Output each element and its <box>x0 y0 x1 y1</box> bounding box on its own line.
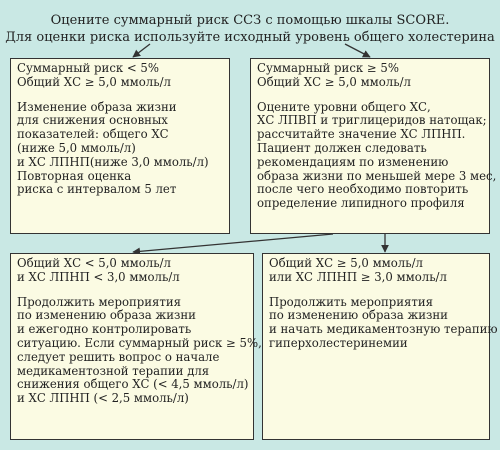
box-text-line: для снижения основных <box>17 113 168 128</box>
box-target-reached <box>10 253 262 440</box>
box-header-line: и ХС ЛПНП < 3,0 ммоль/л <box>17 269 180 284</box>
box-header-line: Суммарный риск ≥ 5% <box>257 61 399 75</box>
box-text-line: определение липидного профиля <box>257 196 465 211</box>
box-text-line: после чего необходимо повторить <box>257 182 469 197</box>
box-text-line: и ХС ЛПНП(ниже 3,0 ммоль/л) <box>17 154 209 169</box>
box-text-line: Пациент должен следовать <box>257 140 427 155</box>
arrow-to-top-left-box <box>133 44 150 57</box>
box-header-line: Общий ХС < 5,0 ммоль/л <box>17 256 171 270</box>
box-text-line: Изменение образа жизни <box>17 99 177 114</box>
arrow-to-bottom-left-box <box>133 234 333 252</box>
title-line-1: Оцените суммарный риск ССЗ с помощью шкалы SCORE. <box>50 13 450 28</box>
box-text-line: показателей: общего ХС <box>17 127 169 142</box>
box-text-line: риска с интервалом 5 лет <box>17 182 177 197</box>
box-text-line: (ниже 5,0 ммоль/л) <box>17 140 136 155</box>
box-text-line: гиперхолестеринемии <box>269 335 408 350</box>
box-text-line: ХС ЛПВП и триглицеридов натощак; <box>257 113 487 128</box>
box-text-line: рассчитайте значение ХС ЛПНП. <box>257 127 466 142</box>
box-header-line: Общий ХС ≥ 5,0 ммоль/л <box>269 256 423 270</box>
box-high-risk <box>250 58 497 234</box>
box-low-risk <box>10 58 230 234</box>
box-text-line: образа жизни по меньшей мере 3 мес, <box>257 168 497 183</box>
box-text-line: Оцените уровни общего ХС, <box>257 99 431 114</box>
box-text-line: по изменению образа жизни <box>17 308 196 323</box>
box-text-line: и ежегодно контролировать <box>17 322 192 337</box>
box-text-line: следует решить вопрос о начале <box>17 349 220 364</box>
title-line-2: Для оценки риска используйте исходный уровень общего холестерина <box>5 30 495 45</box>
box-header-line: Суммарный риск < 5% <box>17 61 159 75</box>
box-text-line: медикаментозной терапии для <box>17 363 210 378</box>
box-header-line: Общий ХС ≥ 5,0 ммоль/л <box>17 74 171 89</box>
box-text-line: рекомендациям по изменению <box>257 154 449 169</box>
box-text-line: Продолжить мероприятия <box>17 294 182 309</box>
box-header-line: Общий ХС ≥ 5,0 ммоль/л <box>257 74 411 89</box>
box-text-line: и начать медикаментозную терапию <box>269 322 498 337</box>
box-text-line: ситуацию. Если суммарный риск ≥ 5%, <box>17 335 262 350</box>
box-text-line: Продолжить мероприятия <box>269 294 434 309</box>
box-text-line: Повторная оценка <box>17 168 132 183</box>
box-text-line: снижения общего ХС (< 4,5 ммоль/л) <box>17 377 249 392</box>
box-therapy-needed <box>262 253 498 440</box>
box-header-line: или ХС ЛПНП ≥ 3,0 ммоль/л <box>269 269 447 284</box>
arrow-to-top-right-box <box>345 44 370 57</box>
box-text-line: по изменению образа жизни <box>269 308 448 323</box>
box-text-line: и ХС ЛПНП (< 2,5 ммоль/л) <box>17 391 189 406</box>
